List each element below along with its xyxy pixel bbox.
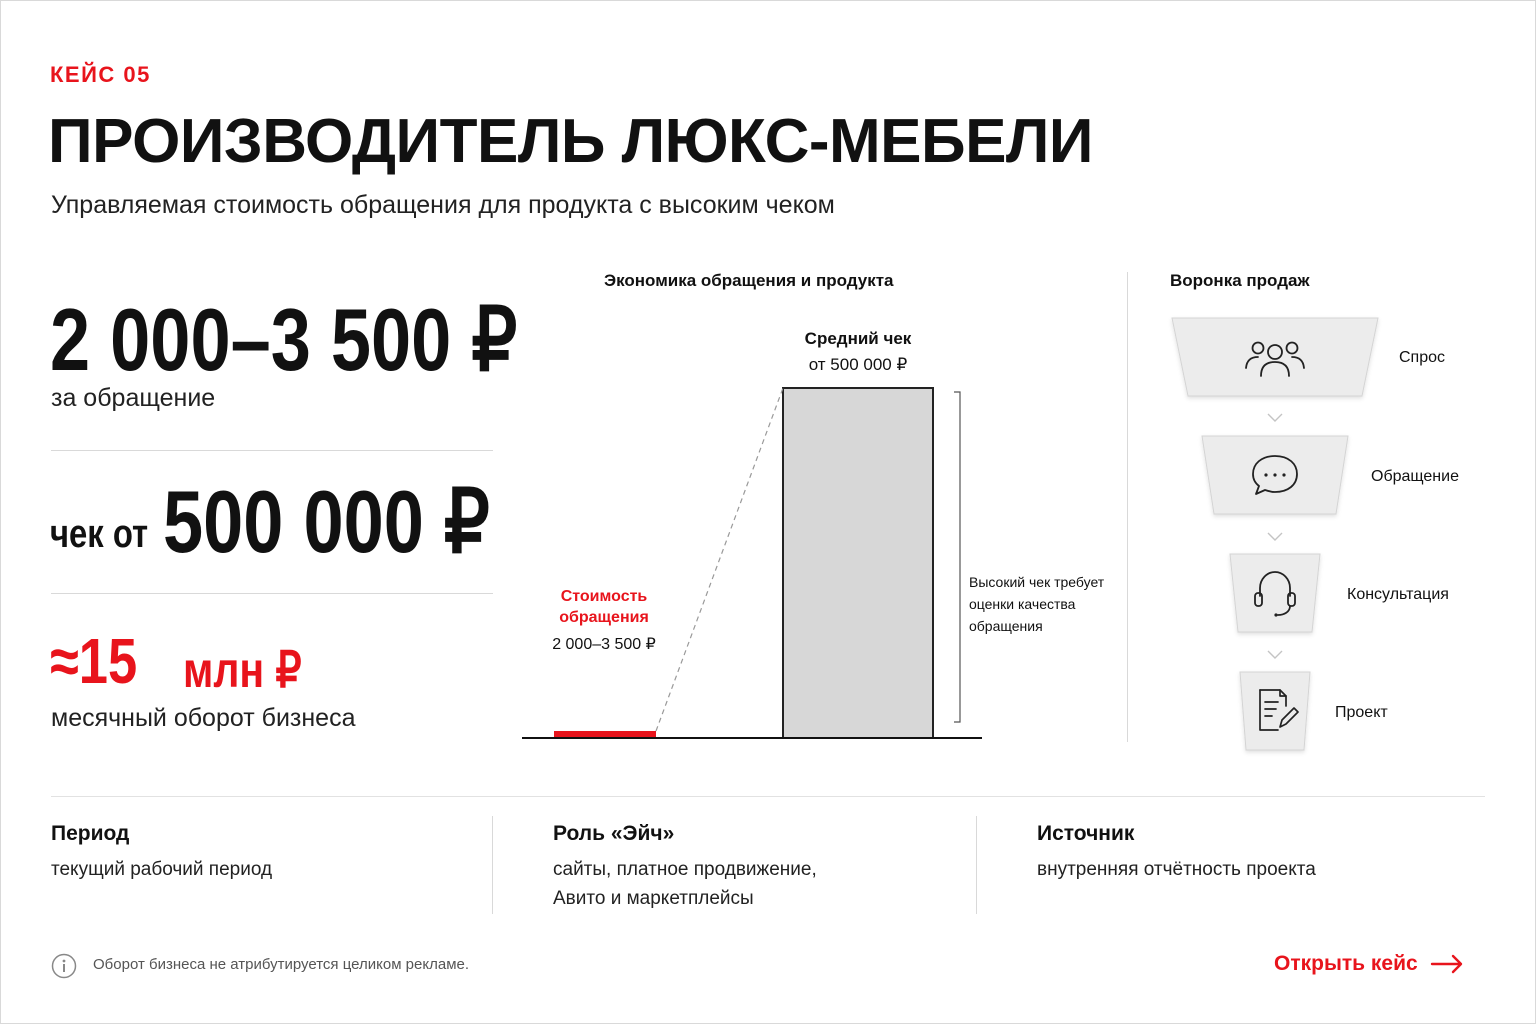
funnel-title: Воронка продаж [1170,271,1310,290]
avg-check-label: Средний чек [804,329,912,348]
period-value: текущий рабочий период [51,859,273,880]
role-title: Роль «Эйч» [553,822,675,845]
cost-value: 2 000–3 500 ₽ [552,636,656,653]
cost-label: Стоимость обращения [559,588,649,626]
source-value: внутренняя отчётность проекта [1037,859,1316,880]
cost-per-lead-value: 2 000–3 500 ₽ [50,290,518,389]
footnote: Оборот бизнеса не атрибутируется целиком рекламе. [93,956,470,973]
height-bracket [954,392,960,722]
turnover-unit: млн ₽ [183,642,302,698]
arrow-right-icon [1430,954,1464,974]
chevron-down-icon [1268,651,1282,658]
chevron-down-icon [1268,533,1282,540]
turnover-value: ≈15 [50,625,138,697]
check-prefix: чек от [50,512,149,556]
section-divider [1127,272,1128,742]
source-title: Источник [1037,822,1135,845]
info-divider [51,796,1485,797]
check-value: 500 000 ₽ [163,472,490,571]
funnel-label-demand: Спрос [1399,349,1446,366]
open-case-label: Открыть кейс [1274,952,1418,975]
turnover-label: месячный оборот бизнеса [51,704,356,732]
funnel-stage-4 [1240,672,1310,750]
economics-chart [500,370,1000,750]
avg-check-value: от 500 000 ₽ [808,355,908,374]
column-divider [492,816,493,914]
bar-cost [554,731,656,738]
role-value-line: Авито и маркетплейсы [553,888,754,909]
open-case-link[interactable] [1274,952,1464,976]
metric-divider [51,450,493,451]
dashed-connector [656,388,783,731]
page-title: ПРОИЗВОДИТЕЛЬ ЛЮКС-МЕБЕЛИ [48,107,1093,176]
quality-note: Высокий чек требует оценки качества обращения [969,574,1105,634]
funnel-label-lead: Обращение [1371,468,1459,485]
economics-title: Экономика обращения и продукта [604,271,894,290]
bar-check [783,388,933,738]
column-divider [976,816,977,914]
funnel-stage-1 [1172,318,1378,396]
metric-divider [51,593,493,594]
role-value [553,855,817,913]
funnel-label-project: Проект [1335,704,1388,721]
chevron-down-icon [1268,414,1282,421]
period-title: Период [51,822,130,845]
funnel-stage-3 [1230,554,1320,632]
case-kicker: КЕЙС 05 [50,62,151,87]
role-value-line: сайты, платное продвижение, [553,859,817,880]
page-subtitle: Управляемая стоимость обращения для продукта с высоким чеком [51,191,835,219]
info-icon [51,953,77,979]
cost-per-lead-label: за обращение [51,384,216,412]
funnel-label-consultation: Консультация [1347,586,1449,603]
sales-funnel [1160,310,1520,770]
